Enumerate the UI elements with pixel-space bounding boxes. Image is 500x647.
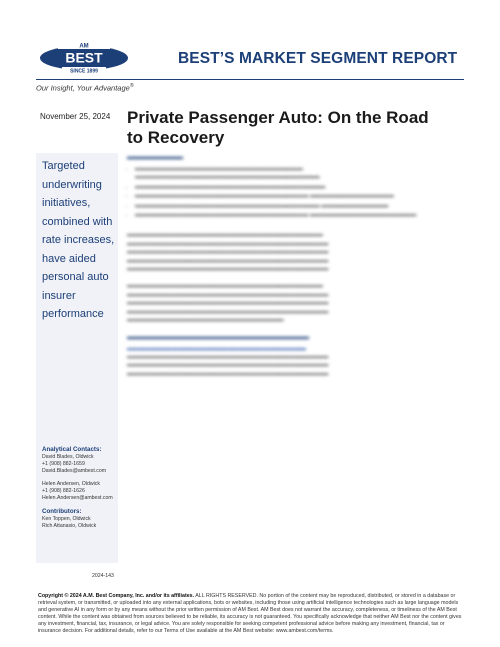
am-best-logo bbox=[38, 39, 130, 77]
document-number: 2024-143 bbox=[92, 573, 114, 579]
logo-best-text: BEST bbox=[65, 49, 103, 66]
logo-since-text: SINCE 1899 bbox=[70, 68, 98, 75]
contact-email[interactable]: Helen.Andersen@ambest.com bbox=[42, 495, 113, 501]
publication-date: November 25, 2024 bbox=[40, 112, 111, 121]
sidebar-pull-quote: Targeted underwriting initiatives, combined with rate increases, have aided personal auto insurer performance bbox=[42, 160, 115, 320]
logo-am-text: AM bbox=[79, 43, 89, 50]
contributors-heading: Contributors: bbox=[42, 508, 82, 515]
copyright-heading: Copyright © 2024 A.M. Best Company, Inc. and/or its affiliates. bbox=[38, 593, 195, 599]
contacts-block bbox=[42, 446, 120, 530]
report-header bbox=[0, 0, 500, 93]
contact-phone: +1 (908) 882-1626 bbox=[42, 488, 85, 494]
report-series-title: BEST’S MARKET SEGMENT REPORT bbox=[178, 50, 458, 67]
copyright-notice bbox=[38, 593, 464, 636]
report-title: Private Passenger Auto: On the Road to Recovery bbox=[127, 108, 429, 147]
tagline-text: Our Insight, Your Advantage bbox=[36, 83, 130, 93]
blurred-body-text: ▬▬▬▬▬▬▬▬ • ▬▬▬▬▬▬▬▬▬▬▬▬▬▬▬▬▬▬▬▬▬▬▬▬▬▬▬▬▬▬ ▬▬▬▬▬▬▬▬▬▬▬▬▬▬▬▬▬▬▬▬▬▬▬▬▬▬▬▬▬▬▬▬▬ • ▬▬▬▬▬▬▬▬▬▬▬▬▬▬▬▬▬▬▬▬▬▬▬▬▬▬▬▬▬▬▬▬▬▬ • ▬▬▬▬▬▬▬▬▬▬▬▬▬▬▬▬▬▬▬▬▬▬▬▬▬▬▬▬▬▬▬ ▬▬▬▬▬▬▬▬▬▬▬▬▬▬▬ • ▬▬▬▬▬▬▬▬▬▬▬▬▬▬▬▬▬▬▬▬▬▬▬▬▬▬▬▬▬▬▬▬▬ ▬▬▬▬▬▬▬▬▬▬▬▬ • ▬▬▬▬▬▬▬▬▬▬▬▬▬▬▬▬▬▬▬▬▬▬▬▬▬▬▬▬▬▬▬ ▬▬▬▬▬▬▬▬▬▬▬▬▬▬▬▬▬▬▬ ▬▬▬▬▬▬▬▬▬▬▬▬▬▬▬▬▬▬▬▬▬▬▬▬▬▬▬▬▬▬▬▬▬▬▬ ▬▬▬▬▬▬▬▬▬▬▬▬▬▬▬▬▬▬▬▬▬▬▬▬▬▬▬▬▬▬▬▬▬▬▬▬ ▬▬▬▬▬▬▬▬▬▬▬▬▬▬▬▬▬▬▬▬▬▬▬▬▬▬▬▬▬▬▬▬▬▬▬▬ ▬▬▬▬▬▬▬▬▬▬▬▬▬▬▬▬▬▬▬▬▬▬▬▬▬▬▬▬▬▬▬▬▬▬▬▬ ▬▬▬▬▬▬▬▬▬▬▬▬▬▬▬▬▬▬▬▬▬▬▬▬▬▬▬▬▬▬▬▬▬▬▬▬ ▬▬▬▬▬▬▬▬▬▬▬▬▬▬▬▬▬▬▬▬▬▬▬▬▬▬▬▬▬▬▬▬▬▬▬ ▬▬▬▬▬▬▬▬▬▬▬▬▬▬▬▬▬▬▬▬▬▬▬▬▬▬▬▬▬▬▬▬▬▬▬▬ ▬▬▬▬▬▬▬▬▬▬▬▬▬▬▬▬▬▬▬▬▬▬▬▬▬▬▬▬▬▬▬▬▬▬▬▬ ▬▬▬▬▬▬▬▬▬▬▬▬▬▬▬▬▬▬▬▬▬▬▬▬▬▬▬▬▬▬▬▬▬▬▬▬ ▬▬▬▬▬▬▬▬▬▬▬▬▬▬▬▬▬▬▬▬▬▬▬▬▬▬▬▬ ▬▬▬▬▬▬▬▬▬▬▬▬▬▬▬▬▬▬▬▬▬▬▬▬▬▬ ▬▬▬▬▬▬▬▬▬▬▬▬▬▬▬▬▬▬▬▬▬▬▬▬▬▬▬▬▬▬▬▬ ▬▬▬▬▬▬▬▬▬▬▬▬▬▬▬▬▬▬▬▬▬▬▬▬▬▬▬▬▬▬▬▬▬▬▬▬ ▬▬▬▬▬▬▬▬▬▬▬▬▬▬▬▬▬▬▬▬▬▬▬▬▬▬▬▬▬▬▬▬▬▬▬▬ ▬▬▬▬▬▬▬▬▬▬▬▬▬▬▬▬▬▬▬▬▬▬▬▬▬▬▬▬▬▬▬▬▬▬▬▬ bbox=[127, 154, 464, 624]
contact-email[interactable]: David.Blades@ambest.com bbox=[42, 468, 107, 474]
contributor-name: Ken Toppen, Oldwick bbox=[42, 516, 91, 522]
registered-mark: ® bbox=[129, 83, 134, 89]
tagline bbox=[36, 83, 134, 93]
analytical-contacts-heading: Analytical Contacts: bbox=[42, 446, 102, 453]
contact-name: David Blades, Oldwick bbox=[42, 454, 94, 460]
terms-link[interactable]: www.ambest.com/terms. bbox=[275, 628, 334, 635]
copyright-text: ALL RIGHTS RESERVED. No portion of the content may be reproduced, distributed, or stored in a database or retrieval system, or transmitted, or uploaded into any external applications, bots or websites, including those using artificial intelligence technologies such as large language models and generative AI in any form or by any means without the prior written permission of AM Best. AM Best does not warrant the accuracy, completeness, or timeliness of the AM Best content. While the content was obtained from sources believed to be reliable, its accuracy is not guaranteed. You specifically acknowledge that neither AM Best nor the content gives any investment, financial, tax, insurance, or legal advice. You are solely responsible for seeking competent professional advice before making any investment, financial, tax or insurance decision. For additional details, refer to our Terms of Use available at the AM Best website: bbox=[38, 593, 462, 635]
contributor-name: Rich Attanasio, Oldwick bbox=[42, 523, 97, 529]
contact-phone: +1 (908) 882-1659 bbox=[42, 461, 85, 467]
header-divider bbox=[36, 79, 464, 80]
contact-name: Helen Andersen, Oldwick bbox=[42, 481, 100, 487]
